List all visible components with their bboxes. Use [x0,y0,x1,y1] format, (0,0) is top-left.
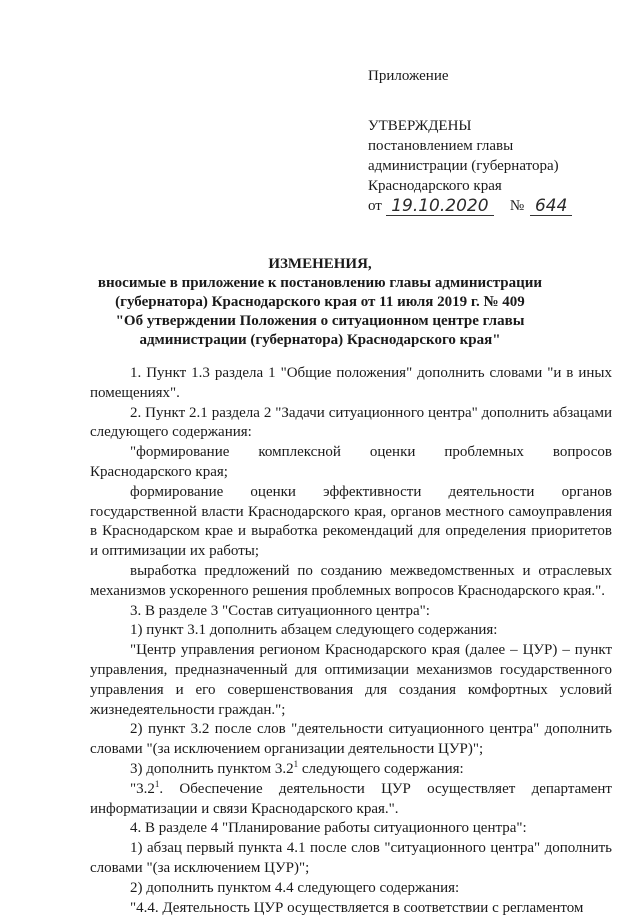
paragraph-8: "Центр управления регионом Краснодарского края (далее – ЦУР) – пункт управления, предназначенный для оптимизации механизмов государственного управления и его совершенствования для создания комфортных условий жизнедеятельности граждан."; [90,642,612,718]
paragraph-10-text-b: следующего содержания: [298,760,464,777]
number-label: № [509,198,525,214]
paragraph-5: выработка предложений по созданию межведомственных и отраслевых механизмов ускоренного решения проблемных вопросов Краснодарского края.". [90,562,612,599]
approval-date-line [368,196,572,216]
paragraph-3: "формирование комплексной оценки проблемных вопросов Краснодарского края; [90,444,612,480]
approval-block [368,66,572,216]
paragraph-10 [90,760,612,780]
paragraph-2: 2. Пункт 2.1 раздела 2 "Задачи ситуационного центра" дополнить абзацами следующего содержания: [90,404,612,441]
paragraph-13: 1) абзац первый пункта 4.1 после слов "ситуационного центра" дополнить словами "(за исключением ЦУР)"; [90,840,612,876]
paragraph-11-text-b: . Обеспечение деятельности ЦУР осуществляет департамент информатизации и связи Краснодарского края.". [90,780,612,817]
paragraph-6: 3. В разделе 3 "Состав ситуационного центра": [130,602,430,619]
heading-line-1: вносимые в приложение к постановлению главы администрации [97,275,543,291]
heading-line-4: администрации (губернатора) Краснодарского края" [139,332,501,348]
paragraph-15: "4.4. Деятельность ЦУР осуществляется в соответствии с регламентом [130,899,584,916]
paragraph-12: 4. В разделе 4 "Планирование работы ситуационного центра": [130,820,527,837]
approval-line-1: постановлением главы [368,138,514,154]
approval-line-2: администрации (губернатора) [368,158,559,174]
heading-title: ИЗМЕНЕНИЯ, [268,256,372,272]
approved-label: УТВЕРЖДЕНЫ [368,118,472,134]
paragraph-11-text-a: "3.2 [130,780,155,797]
paragraph-11-superscript: 1 [154,778,160,789]
from-label: от [368,198,382,214]
approval-line-3: Краснодарского края [368,178,502,194]
heading-line-3: "Об утверждении Положения о ситуационном центре главы [115,313,525,329]
paragraph-10-superscript: 1 [293,758,299,769]
paragraph-1: 1. Пункт 1.3 раздела 1 "Общие положения" дополнить словами "и в иных помещениях". [90,365,612,401]
paragraph-14: 2) дополнить пунктом 4.4 следующего содержания: [130,879,460,896]
document-heading [60,255,580,350]
paragraph-9: 2) пункт 3.2 после слов "деятельности ситуационного центра" дополнить словами "(за исключением организации деятельности ЦУР)"; [90,721,612,758]
paragraph-11 [90,780,612,820]
appendix-label: Приложение [368,68,449,84]
document-body [90,364,612,918]
handwritten-date: 19.10.2020 [386,197,494,216]
paragraph-10-text-a: 3) дополнить пунктом 3.2 [130,760,294,777]
paragraph-7: 1) пункт 3.1 дополнить абзацем следующего содержания: [130,622,498,639]
handwritten-number: 644 [530,197,572,216]
heading-line-2: (губернатора) Краснодарского края от 11 июля 2019 г. № 409 [115,294,525,310]
paragraph-4: формирование оценки эффективности деятельности органов государственной власти Краснодарского края, органов местного самоуправления в Краснодарском крае и выработка рекомендаций для определения приоритетов и оптимизации их работы; [90,483,612,560]
